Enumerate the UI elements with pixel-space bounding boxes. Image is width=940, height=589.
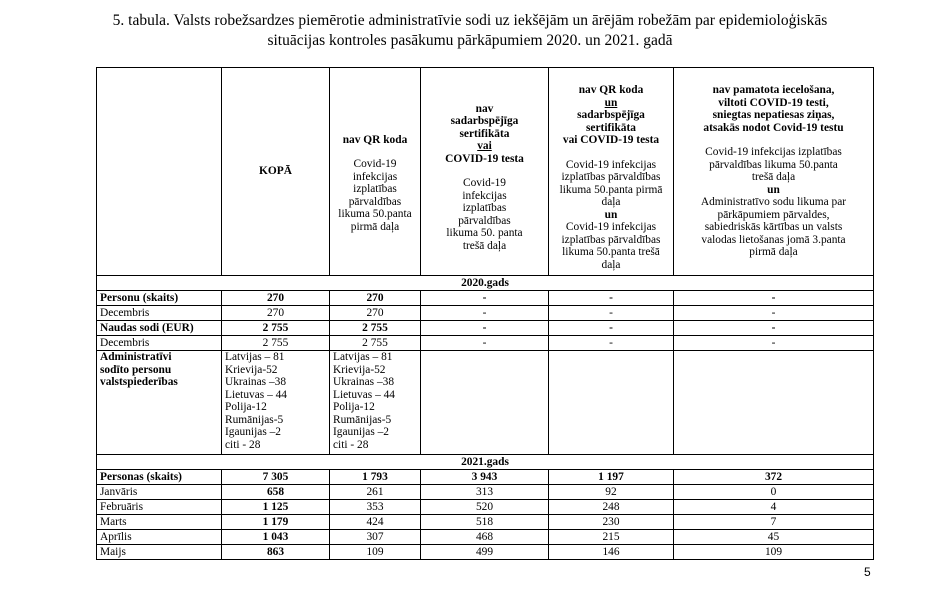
header-no-qr-and-certificate: nav QR koda un sadarbspējīga sertifikāta vai COVID-19 testa Covid-19 infekcijas izplatības pārvaldības likuma 50.panta pirmā daļa un Covid-19 infekcijas izplatības pārvaldības likuma 50.panta trešā daļa (549, 68, 674, 276)
nationality-empty-3 (674, 351, 874, 455)
header-row (97, 68, 874, 276)
year-2021-label: 2021.gads (97, 455, 874, 470)
table-row: Naudas sodi (EUR) 2 755 2 755 - - - (97, 321, 874, 336)
nationality-empty-2 (549, 351, 674, 455)
header-no-certificate: nav sadarbspējīga sertifikāta vai COVID-19 testa Covid-19 infekcijas izplatības pārvaldības likuma 50. panta trešā daļa (421, 68, 549, 276)
header-empty-cell (97, 68, 222, 276)
table-row: Maijs 863 109 499 146 109 (97, 545, 874, 560)
header-no-qr-title: nav QR koda (342, 133, 408, 146)
table-row: Personas (skaits) 7 305 1 793 3 943 1 197 372 (97, 470, 874, 485)
page-number: 5 (864, 565, 871, 579)
year-2021-row (97, 455, 874, 470)
header-no-qr: nav QR koda Covid-19 infekcijas izplatības pārvaldības likuma 50.panta pirmā daļa (330, 68, 421, 276)
nationality-label: Administratīvi sodīto personu valstspiederības (97, 351, 222, 455)
nationality-row (97, 351, 874, 455)
caption-line-2: situācijas kontroles pasākumu pārkāpumiem 2020. un 2021. gadā (267, 32, 673, 49)
table-row: Aprīlis 1 043 307 468 215 45 (97, 530, 874, 545)
table-caption (40, 11, 900, 51)
header-unjustified-entry: nav pamatota iecelošana, viltoti COVID-19 testi, sniegtas nepatiesas ziņas, atsakās nodot Covid-19 testu Covid-19 infekcijas izplatības pārvaldības likuma 50.panta trešā daļa un Administratīvo sodu likuma par pārkāpumiem pārvaldes, sabiedriskās kārtības un valsts valodas lietošanas jomā 3.panta pirmā daļa (674, 68, 874, 276)
table-row: Februāris 1 125 353 520 248 4 (97, 500, 874, 515)
caption-line-1: 5. tabula. Valsts robežsardzes piemērotie administratīvie sodi uz iekšējām un ārējām robežām par epidemioloģiskās (112, 12, 828, 29)
nationality-empty-1 (421, 351, 549, 455)
fines-table (96, 67, 874, 560)
table-row: Personu (skaits) 270 270 - - - (97, 291, 874, 306)
table-row: Janvāris 658 261 313 92 0 (97, 485, 874, 500)
year-2020-label: 2020.gads (97, 276, 874, 291)
nationality-list-no-qr: Latvijas – 81 Krievija-52 Ukrainas –38 Lietuvas – 44 Polija-12 Rumānijas-5 Igaunijas –2 citi - 28 (330, 351, 421, 455)
year-2020-row (97, 276, 874, 291)
table-row: Decembris 270 270 - - - (97, 306, 874, 321)
table-row: Marts 1 179 424 518 230 7 (97, 515, 874, 530)
nationality-list-kopa: Latvijas – 81 Krievija-52 Ukrainas –38 Lietuvas – 44 Polija-12 Rumānijas-5 Igaunijas –2 citi - 28 (222, 351, 330, 455)
header-kopa: KOPĀ (222, 68, 330, 276)
table-row: Decembris 2 755 2 755 - - - (97, 336, 874, 351)
